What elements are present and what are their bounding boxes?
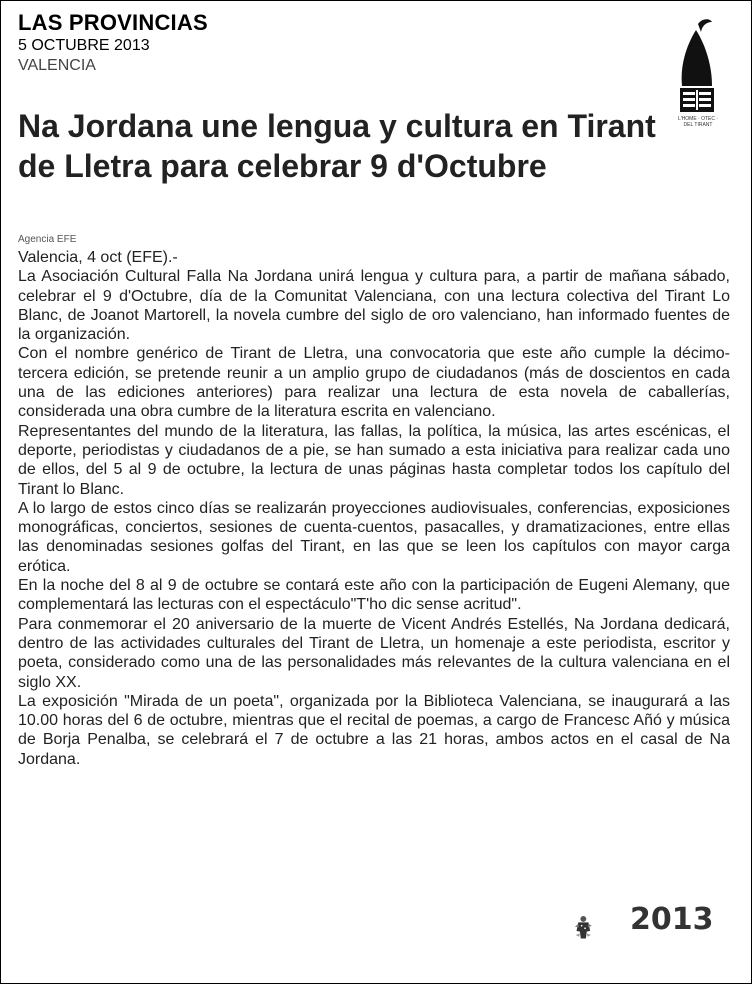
article-paragraph: A lo largo de estos cinco días se realizarán proyecciones audiovisuales, conferencias, exposiciones monográficas, conciertos, sesiones de cuenta-cuentos, pasacalles, y dramatizaciones, entre ellas las denominadas sesiones golfas del Tirant, en las que se leen los capítulos con mayor carga erótica.	[18, 499, 730, 575]
article-paragraph: La exposición "Mirada de un poeta", organizada por la Biblioteca Valenciana, se inaugurará a las 10.00 horas del 6 de octubre, mientras que el recital de poemas, a cargo de Francesc Añó y música de Borja Penalba, se celebrará el 7 de octubre a las 21 horas, ambos actos en el casal de Na Jordana.	[18, 692, 730, 768]
publication-name: LAS PROVINCIAS	[18, 10, 208, 35]
article-headline: Na Jordana une lengua y cultura en Tirant de Lletra para celebrar 9 d'Octubre	[18, 108, 656, 184]
article-body	[18, 248, 730, 769]
badge-year: 2013	[630, 902, 714, 937]
article-dateline: Valencia, 4 oct (EFE).-	[18, 249, 178, 266]
logo-caption: L'HOME · OTEC · DEL TIRANT	[677, 116, 719, 128]
article-paragraph: En la noche del 8 al 9 de octubre se contará este año con la participación de Eugeni Alemany, que complementará las lecturas con el espectáculo"T'ho dic sense acritud".	[18, 577, 730, 614]
publication-city: VALENCIA	[18, 57, 96, 74]
article-agency: Agencia EFE	[18, 234, 77, 245]
article-paragraph: La Asociación Cultural Falla Na Jordana unirá lengua y cultura para, a partir de mañana sábado, celebrar el 9 d'Octubre, día de la Comunitat Valenciana, con una lectura colectiva del Tirant Lo Blanc, de Joanot Martorell, la novela cumbre del siglo de oro valenciano, han informado fuentes de la organización.	[18, 268, 730, 344]
masthead	[18, 10, 208, 76]
article-paragraph: Para conmemorar el 20 aniversario de la muerte de Vicent Andrés Estellés, Na Jordana dedicará, dentro de las actividades culturales del Tirant de Lletra, un homenaje a este periodista, escritor y poeta, considerado como una de las personalidades más relevantes de la cultura valenciana en el siglo XX.	[18, 615, 730, 691]
publication-date: 5 OCTUBRE 2013	[18, 37, 150, 54]
article-paragraph: Con el nombre genérico de Tirant de Lletra, una convocatoria que este año cumple la décimo-tercera edición, se pretende reunir a un amplio grupo de ciudadanos (más de doscientos en cada una de las ediciones anteriores) para realizar una lectura de esta novela de caballerías, considerada una obra cumbre de la literatura escrita en valenciano.	[18, 345, 730, 421]
article-paragraph: Representantes del mundo de la literatura, las fallas, la política, la música, las artes escénicas, el deporte, periodistas y ciudadanos de a pie, se han sumado a esta iniciativa para realizar cada uno de ellos, del 5 al 9 de octubre, la lectura de unas páginas hasta completar todos los capítulo del Tirant lo Blanc.	[18, 422, 730, 498]
falla-figure-icon	[574, 898, 630, 956]
tirant-logo-icon	[672, 16, 722, 132]
